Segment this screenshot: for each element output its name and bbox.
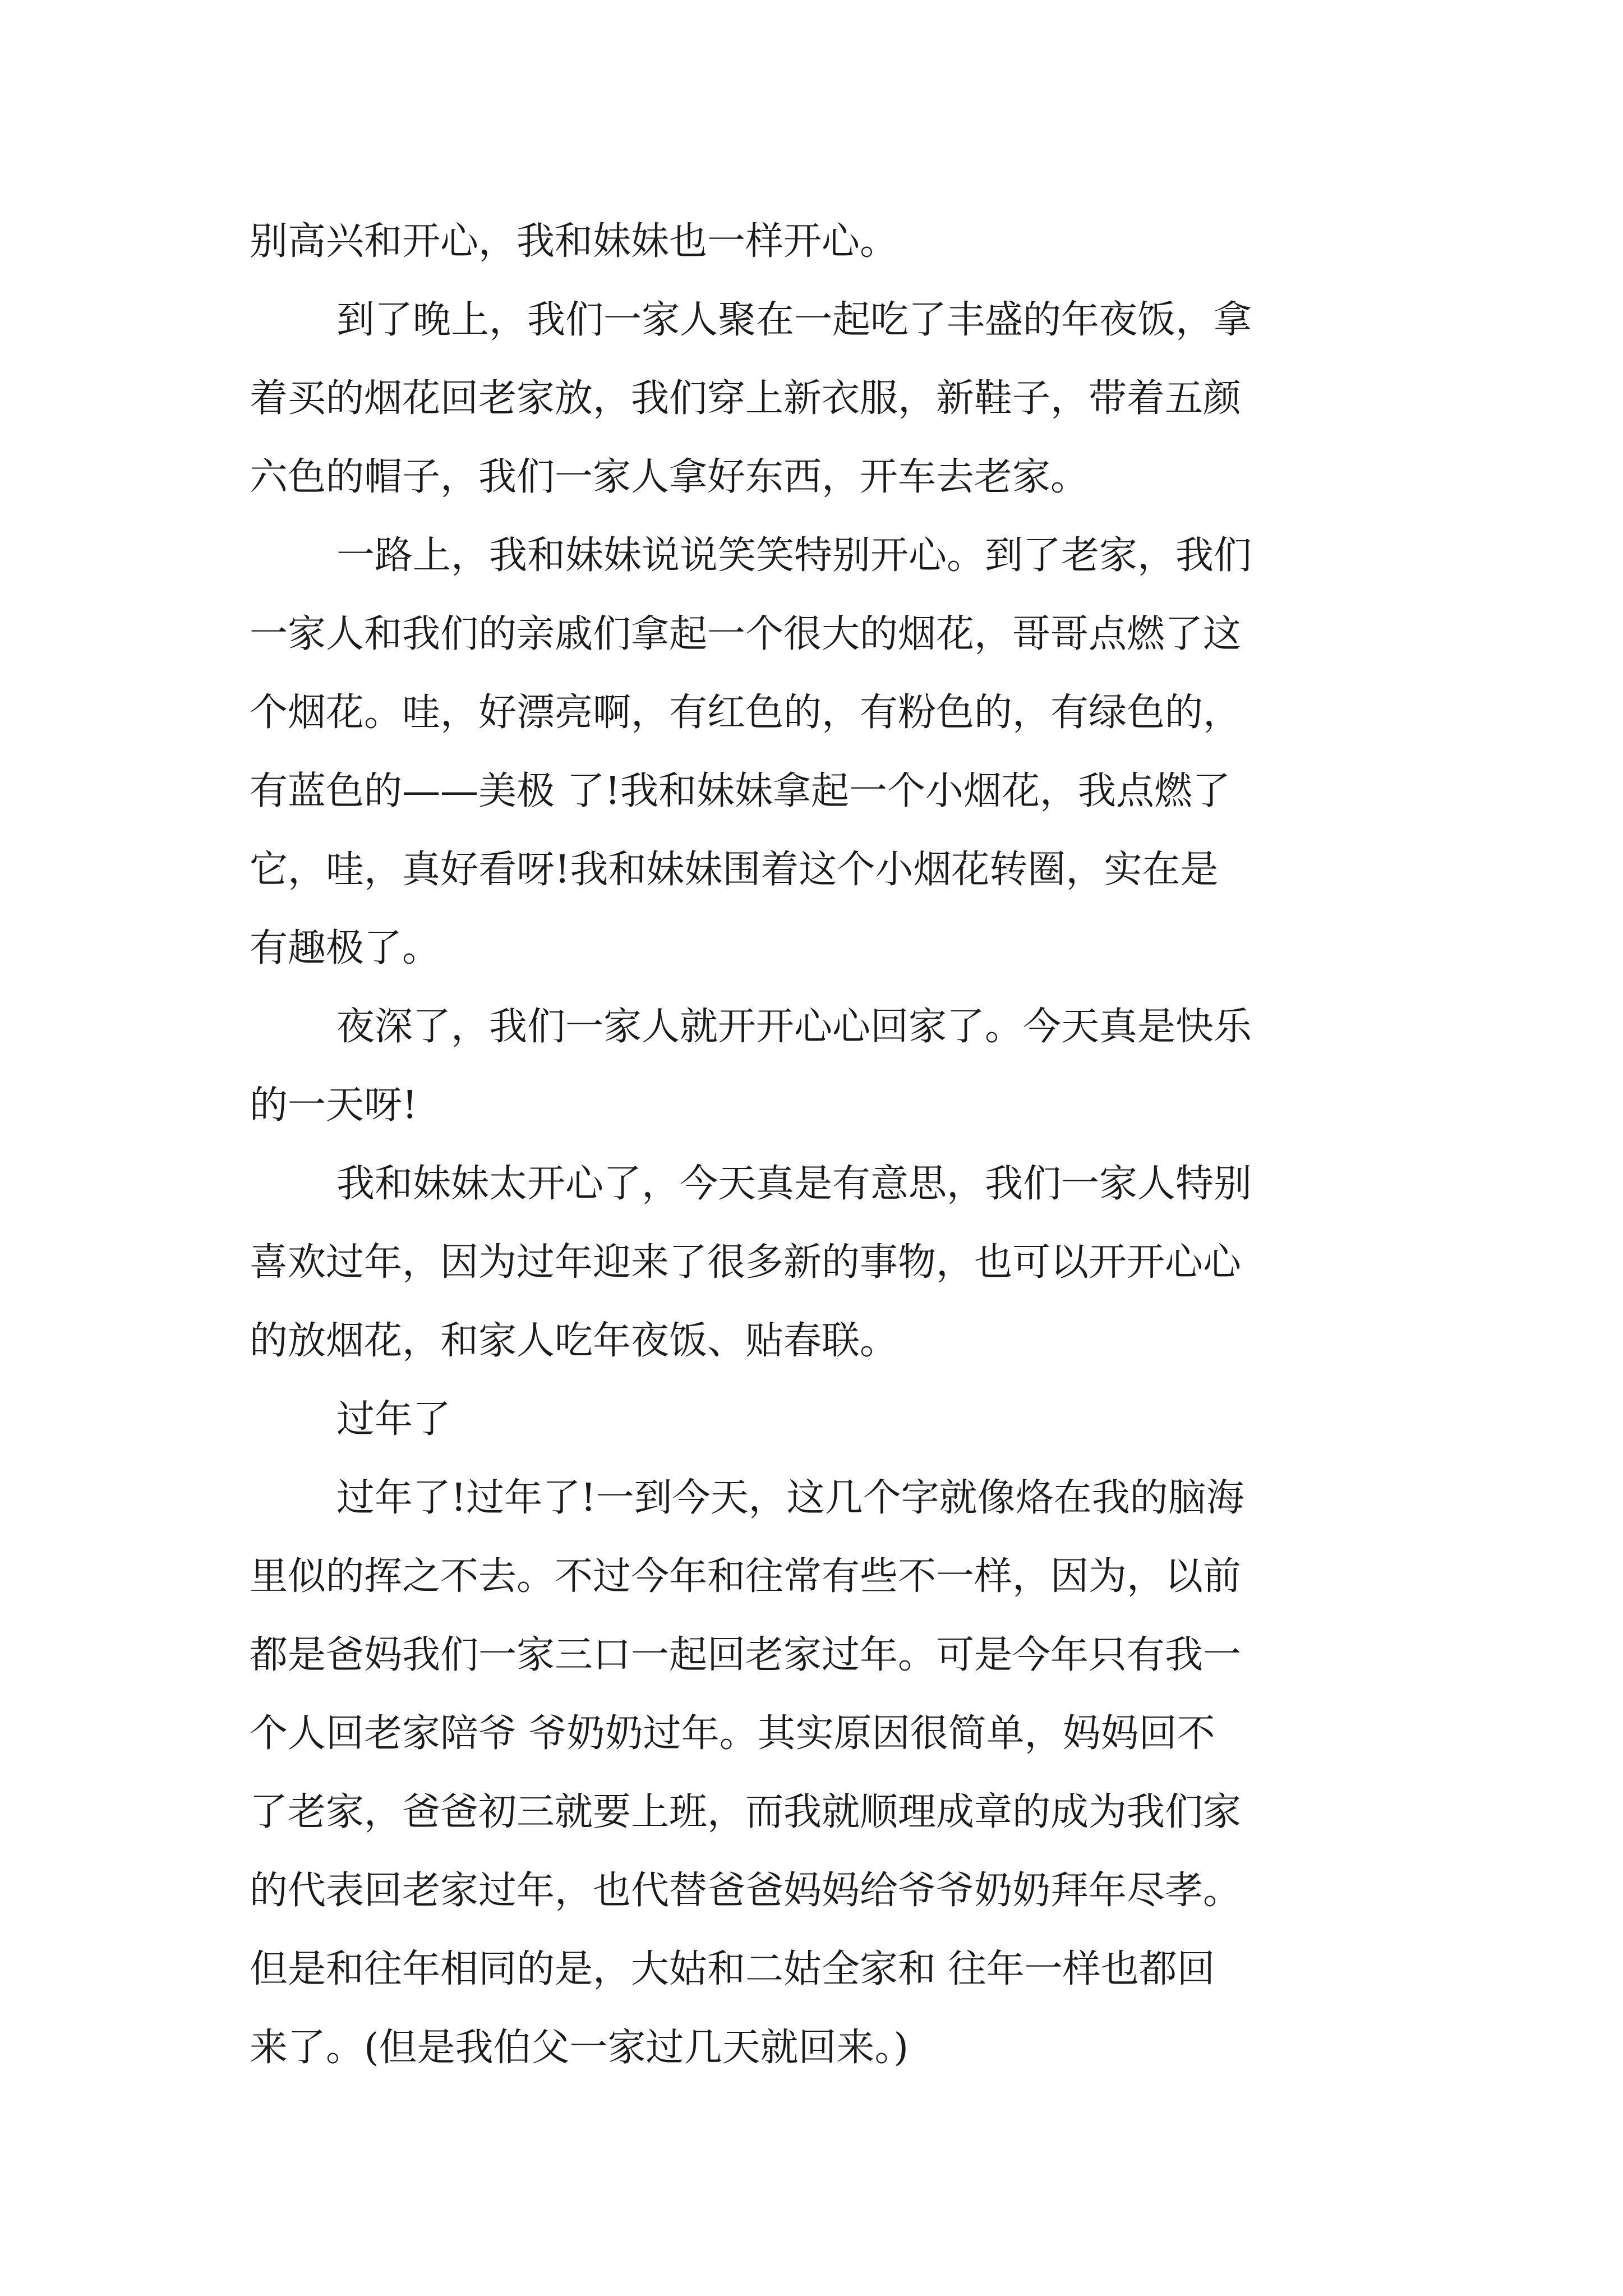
text-line: 的代表回老家过年，也代替爸爸妈妈给爷爷奶奶拜年尽孝。 bbox=[250, 1869, 1242, 1913]
text-line: 夜深了，我们一家人就开开心心回家了。今天真是快乐 bbox=[336, 1005, 1252, 1049]
text-line: 但是和往年相同的是，大姑和二姑全家和 往年一样也都回 bbox=[250, 1947, 1215, 1991]
text-line: 我和妹妹太开心了，今天真是有意思，我们一家人特别 bbox=[336, 1162, 1252, 1206]
text-line: 个人回老家陪爷 爷奶奶过年。其实原因很简单，妈妈回不 bbox=[250, 1711, 1215, 1756]
text-line: 六色的帽子，我们一家人拿好东西，开车去老家。 bbox=[250, 455, 1089, 499]
text-line: 的放烟花，和家人吃年夜饭、贴春联。 bbox=[250, 1319, 898, 1363]
text-line: 里似的挥之不去。不过今年和往常有些不一样，因为，以前 bbox=[250, 1554, 1242, 1599]
text-line: 别高兴和开心，我和妹妹也一样开心。 bbox=[250, 219, 898, 264]
text-line: 有蓝色的——美极 了!我和妹妹拿起一个小烟花，我点燃了 bbox=[250, 769, 1230, 813]
text-line: 着买的烟花回老家放，我们穿上新衣服，新鞋子，带着五颜 bbox=[250, 376, 1242, 421]
section-title: 过年了 bbox=[336, 1397, 451, 1442]
text-line: 来了。(但是我伯父一家过几天就回来。) bbox=[250, 2026, 909, 2070]
text-line: 一家人和我们的亲戚们拿起一个很大的烟花，哥哥点燃了这 bbox=[250, 612, 1242, 656]
text-line: 个烟花。哇，好漂亮啊，有红色的，有粉色的，有绿色的， bbox=[250, 691, 1242, 735]
text-line: 一路上，我和妹妹说说笑笑特别开心。到了老家，我们 bbox=[336, 533, 1252, 578]
text-line: 的一天呀! bbox=[250, 1083, 418, 1128]
text-line: 了老家，爸爸初三就要上班，而我就顺理成章的成为我们家 bbox=[250, 1790, 1242, 1834]
text-line: 有趣极了。 bbox=[250, 926, 441, 970]
text-line: 都是爸妈我们一家三口一起回老家过年。可是今年只有我一 bbox=[250, 1633, 1242, 1677]
text-line: 过年了!过年了!一到今天，这几个字就像烙在我的脑海 bbox=[336, 1476, 1244, 1520]
text-line: 喜欢过年，因为过年迎来了很多新的事物，也可以开开心心 bbox=[250, 1240, 1242, 1285]
text-line: 它，哇，真好看呀!我和妹妹围着这个小烟花转圈，实在是 bbox=[250, 848, 1219, 892]
text-line: 到了晚上，我们一家人聚在一起吃了丰盛的年夜饭，拿 bbox=[336, 298, 1252, 342]
